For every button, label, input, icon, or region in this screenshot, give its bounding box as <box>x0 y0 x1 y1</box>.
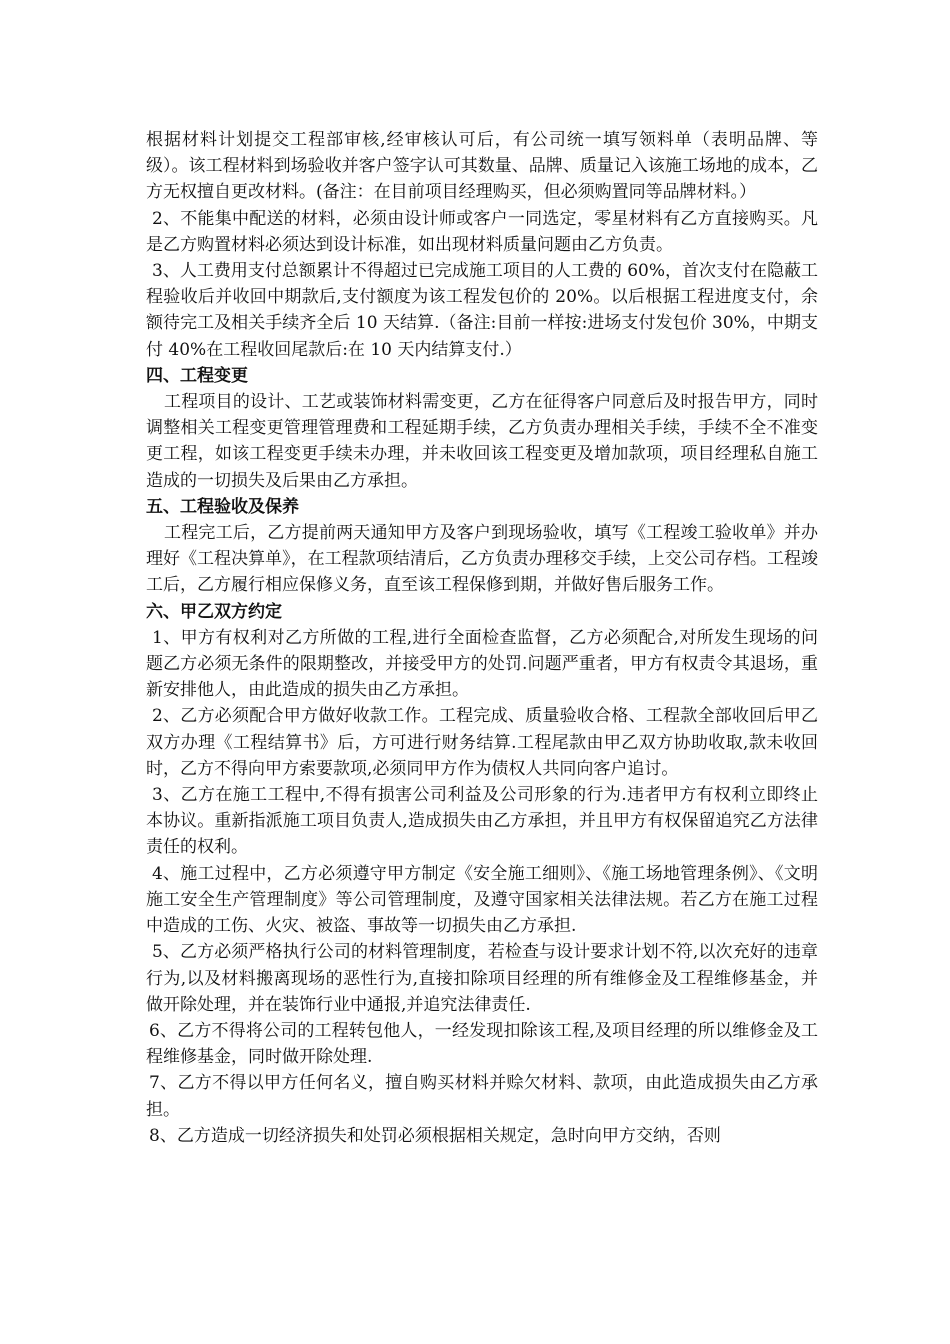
paragraph-agreement-item-6: 6、乙方不得将公司的工程转包他人，一经发现扣除该工程,及项目经理的所以维修金及工程维修基金，同时做开除处理. <box>146 1020 818 1068</box>
section-heading-6: 六、甲乙双方约定 <box>146 601 282 622</box>
paragraph-item-2-materials: 2、不能集中配送的材料，必须由设计师或客户一同选定，零星材料有乙方直接购买。凡是乙方购置材料必须达到设计标准，如出现材料质量问题由乙方负责。 <box>146 208 818 255</box>
document-page <box>146 127 818 1149</box>
paragraph-agreement-item-2: 2、乙方必须配合甲方做好收款工作。工程完成、质量验收合格、工程款全部收回后甲乙双方办理《工程结算书》后，方可进行财务结算.工程尾款由甲乙双方协助收取,款未收回时，乙方不得向甲方索要款项,必须同甲方作为债权人共同向客户追讨。 <box>146 706 818 779</box>
paragraph-item-3-labor-payment: 3、人工费用支付总额累计不得超过已完成施工项目的人工费的 60%，首次支付在隐蔽工程验收后并收回中期款后,支付额度为该工程发包价的 20%。以后根据工程进度支付，余额待完工及相关手续齐全后 10 天结算.（备注:目前一样按:进场支付发包价 30%，中期支付 40%在工程收回尾款后:在 10 天内结算支付.） <box>146 261 819 360</box>
paragraph-agreement-item-4: 4、施工过程中，乙方必须遵守甲方制定《安全施工细则》、《施工场地管理条例》、《文明施工安全生产管理制度》等公司管理制度，及遵守国家相关法律法规。若乙方在施工过程中造成的工伤、火灾、被盗、事故等一切损失由乙方承担. <box>146 863 818 937</box>
paragraph-agreement-item-3: 3、乙方在施工工程中,不得有损害公司利益及公司形象的行为.违者甲方有权利立即终止本协议。重新指派施工项目负责人,造成损失由乙方承担，并且甲方有权保留追究乙方法律责任的权利。 <box>146 785 818 858</box>
paragraph-agreement-item-5: 5、乙方必须严格执行公司的材料管理制度，若检查与设计要求计划不符,以次充好的违章行为,以及材料搬离现场的恶性行为,直接扣除项目经理的所有维修金及工程维修基金，并做开除处理，并在装饰行业中通报,并追究法律责任. <box>146 942 818 1015</box>
paragraph-agreement-item-8: 8、乙方造成一切经济损失和处罚必须根据相关规定，急时向甲方交纳，否则 <box>149 1125 721 1146</box>
section-heading-5: 五、工程验收及保养 <box>146 496 299 517</box>
paragraph-materials-plan: 根据材料计划提交工程部审核,经审核认可后，有公司统一填写领料单（表明品牌、等级）。该工程材料到场验收并客户签字认可其数量、品牌、质量记入该施工场地的成本，乙方无权擅自更改材料。(备注：在目前项目经理购买，但必须购置同等品牌材料。） <box>146 130 818 203</box>
section-heading-4: 四、工程变更 <box>146 365 248 386</box>
paragraph-agreement-item-7: 7、乙方不得以甲方任何名义，擅自购买材料并赊欠材料、款项，由此造成损失由乙方承担。 <box>146 1073 818 1120</box>
paragraph-project-change: 工程项目的设计、工艺或装饰材料需变更，乙方在征得客户同意后及时报告甲方，同时调整相关工程变更管理管理费和工程延期手续，乙方负责办理相关手续，手续不全不准变更工程，如该工程变更手续未办理，并未收回该工程变更及增加款项，项目经理私自施工造成的一切损失及后果由乙方承担。 <box>146 392 818 491</box>
paragraph-agreement-item-1: 1、甲方有权利对乙方所做的工程,进行全面检查监督，乙方必须配合,对所发生现场的问题乙方必须无条件的限期整改，并接受甲方的处罚.问题严重者，甲方有权责令其退场，重新安排他人，由此造成的损失由乙方承担。 <box>146 627 818 701</box>
paragraph-acceptance-maintenance: 工程完工后，乙方提前两天通知甲方及客户到现场验收，填写《工程竣工验收单》并办理好《工程决算单》，在工程款项结清后，乙方负责办理移交手续，上交公司存档。工程竣工后，乙方履行相应保修义务，直至该工程保修到期，并做好售后服务工作。 <box>146 523 818 596</box>
